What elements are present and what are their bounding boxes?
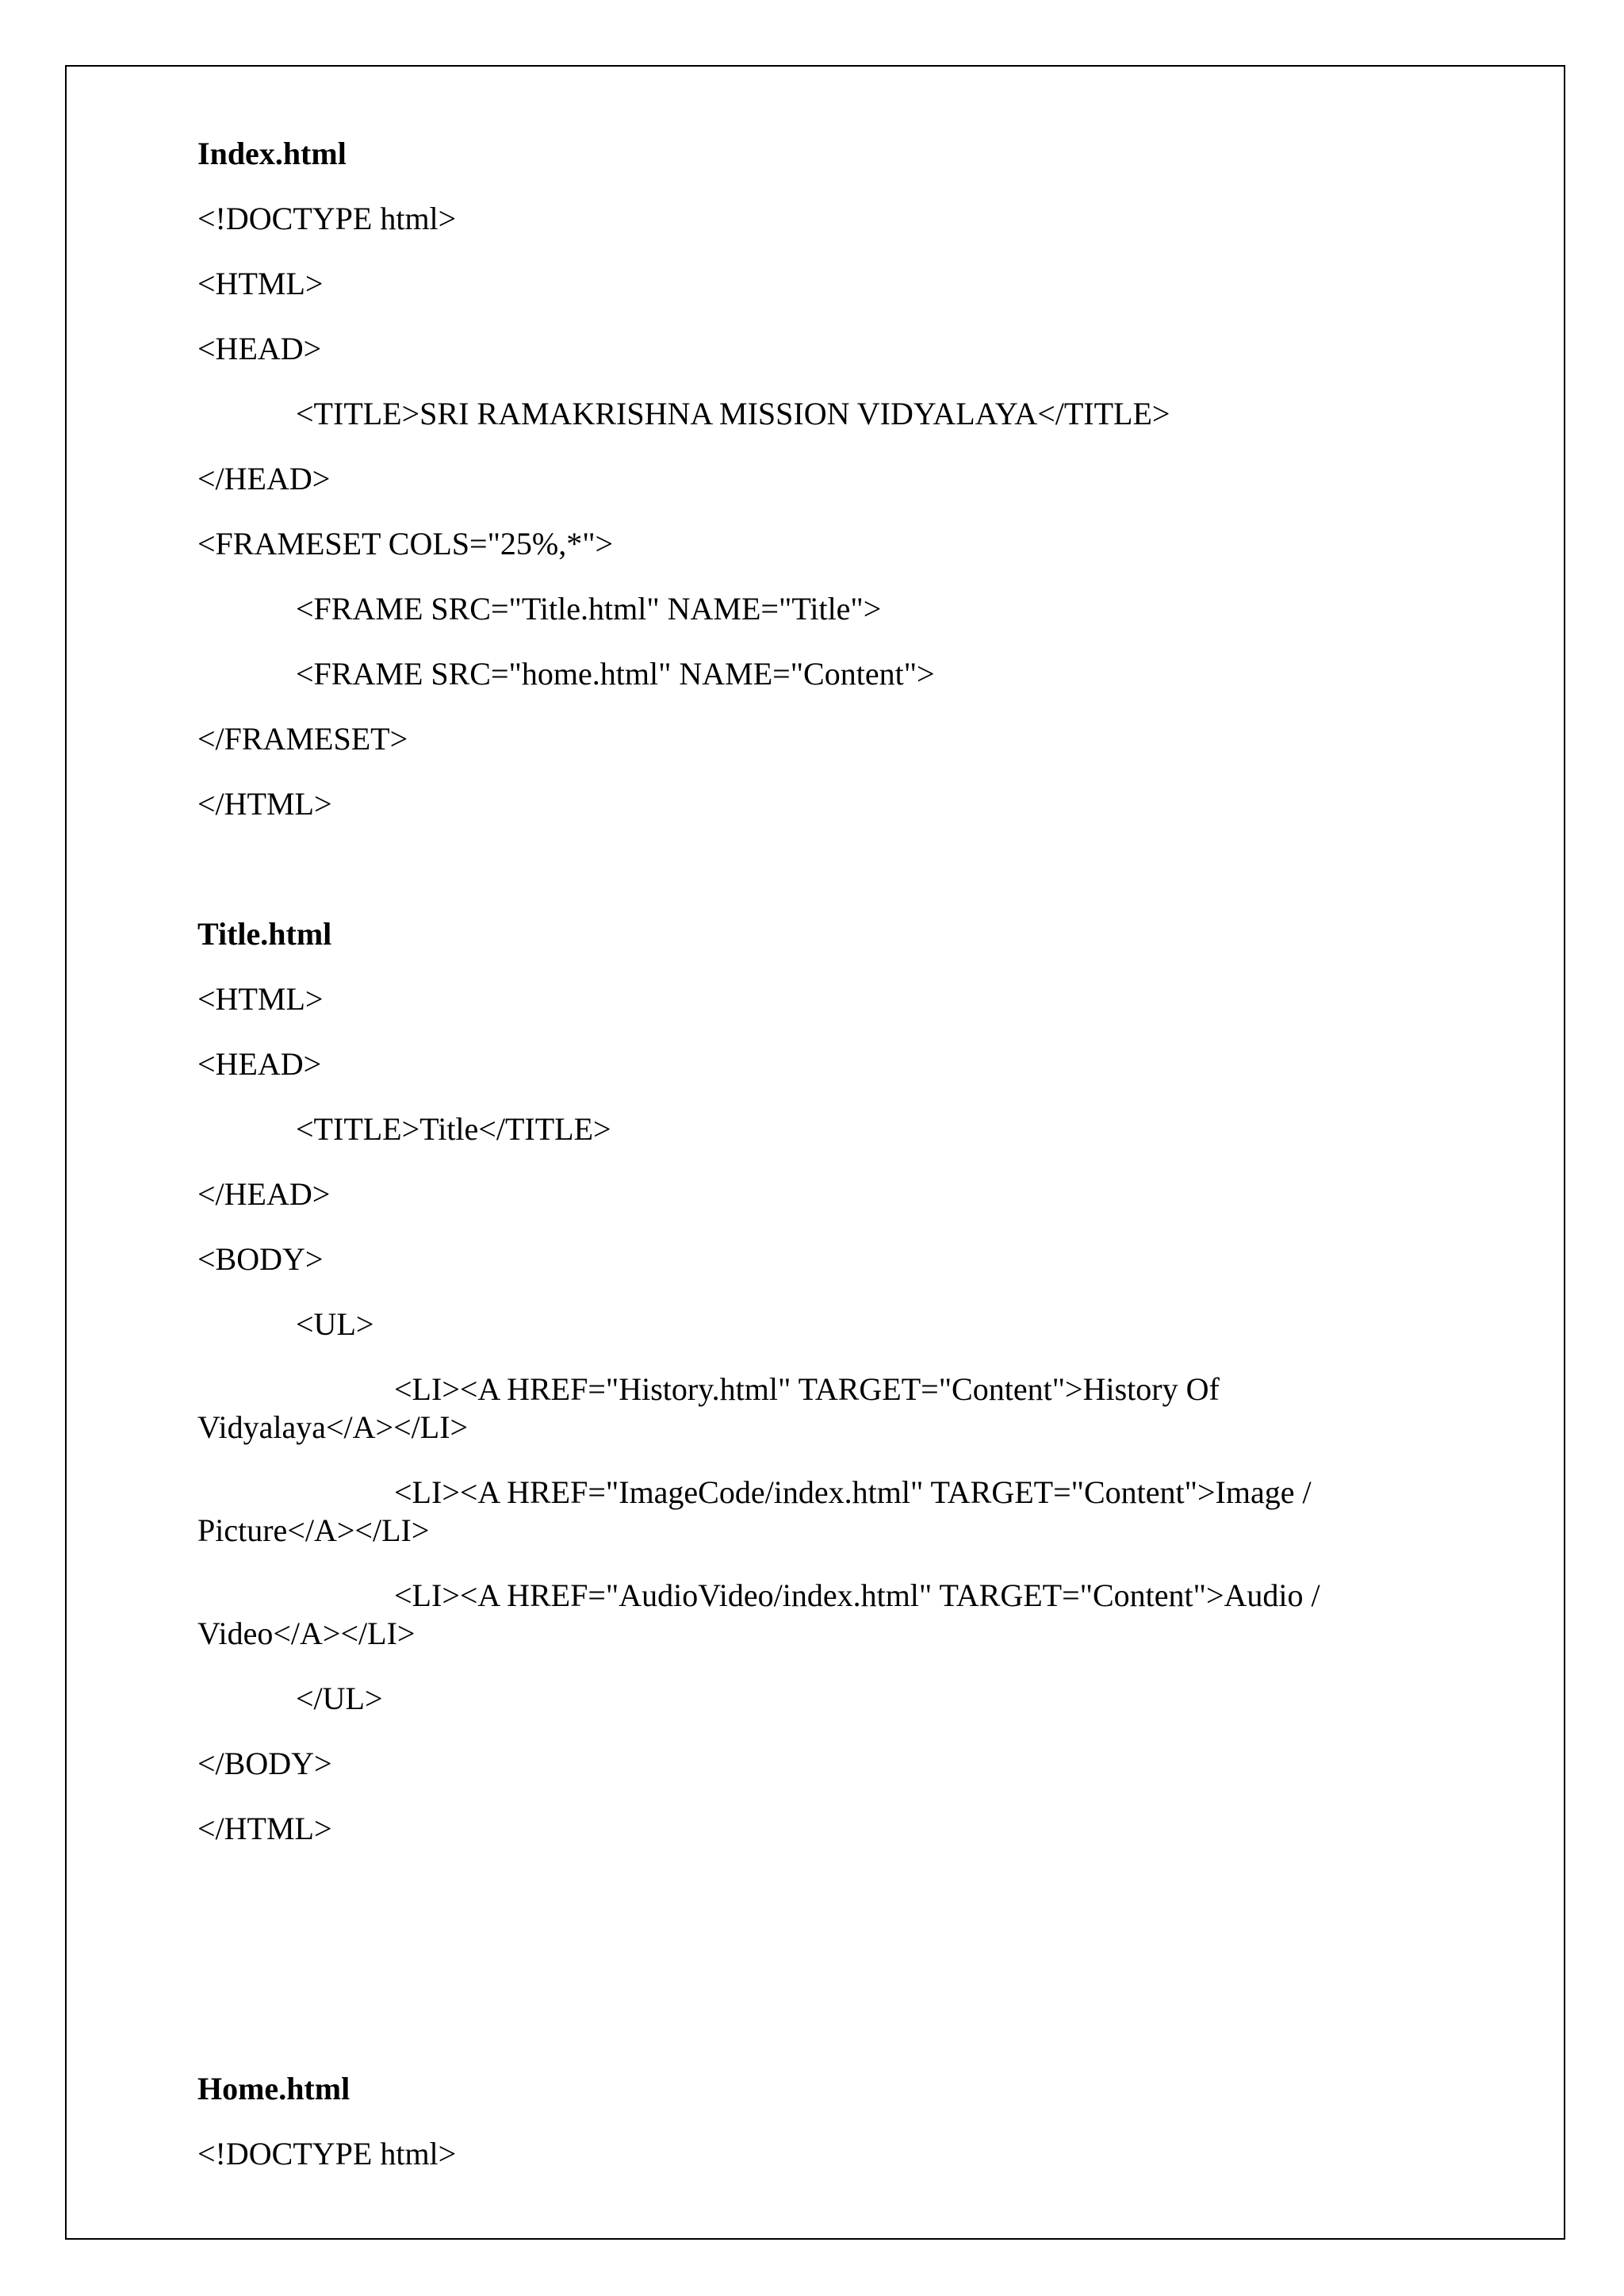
code-line: <HTML> [197, 266, 324, 301]
code-line: <FRAME SRC="home.html" NAME="Content"> [296, 656, 935, 692]
code-line: <LI><A HREF="History.html" TARGET="Content">History Of Vidyalaya</A></LI> [197, 1371, 1220, 1445]
code-line: <!DOCTYPE html> [197, 201, 457, 236]
code-line: <HEAD> [197, 331, 322, 366]
code-line: <FRAME SRC="Title.html" NAME="Title"> [296, 591, 882, 627]
code-line: <UL> [296, 1306, 374, 1342]
section-heading-title: Title.html [197, 916, 332, 952]
code-line: </UL> [296, 1681, 383, 1716]
code-line: </HTML> [197, 786, 332, 822]
code-line: <FRAMESET COLS="25%,*"> [197, 526, 614, 562]
code-line: </BODY> [197, 1746, 332, 1781]
code-line: </HEAD> [197, 1176, 331, 1212]
code-line: </FRAMESET> [197, 721, 408, 757]
code-line: <TITLE>Title</TITLE> [296, 1111, 611, 1147]
section-heading-home: Home.html [197, 2071, 350, 2106]
code-line: <LI><A HREF="AudioVideo/index.html" TARGET="Content">Audio / Video</A></LI> [197, 1577, 1320, 1651]
code-line: </HEAD> [197, 461, 331, 496]
code-line: <HTML> [197, 981, 324, 1017]
code-line: <TITLE>SRI RAMAKRISHNA MISSION VIDYALAYA</TITLE> [296, 396, 1170, 431]
code-line: <HEAD> [197, 1046, 322, 1082]
page-border [65, 65, 1565, 2240]
code-line: </HTML> [197, 1811, 332, 1846]
code-line: <LI><A HREF="ImageCode/index.html" TARGET="Content">Image / Picture</A></LI> [197, 1474, 1312, 1548]
code-line: <BODY> [197, 1241, 324, 1277]
code-line: <!DOCTYPE html> [197, 2136, 457, 2171]
section-heading-index: Index.html [197, 136, 347, 171]
